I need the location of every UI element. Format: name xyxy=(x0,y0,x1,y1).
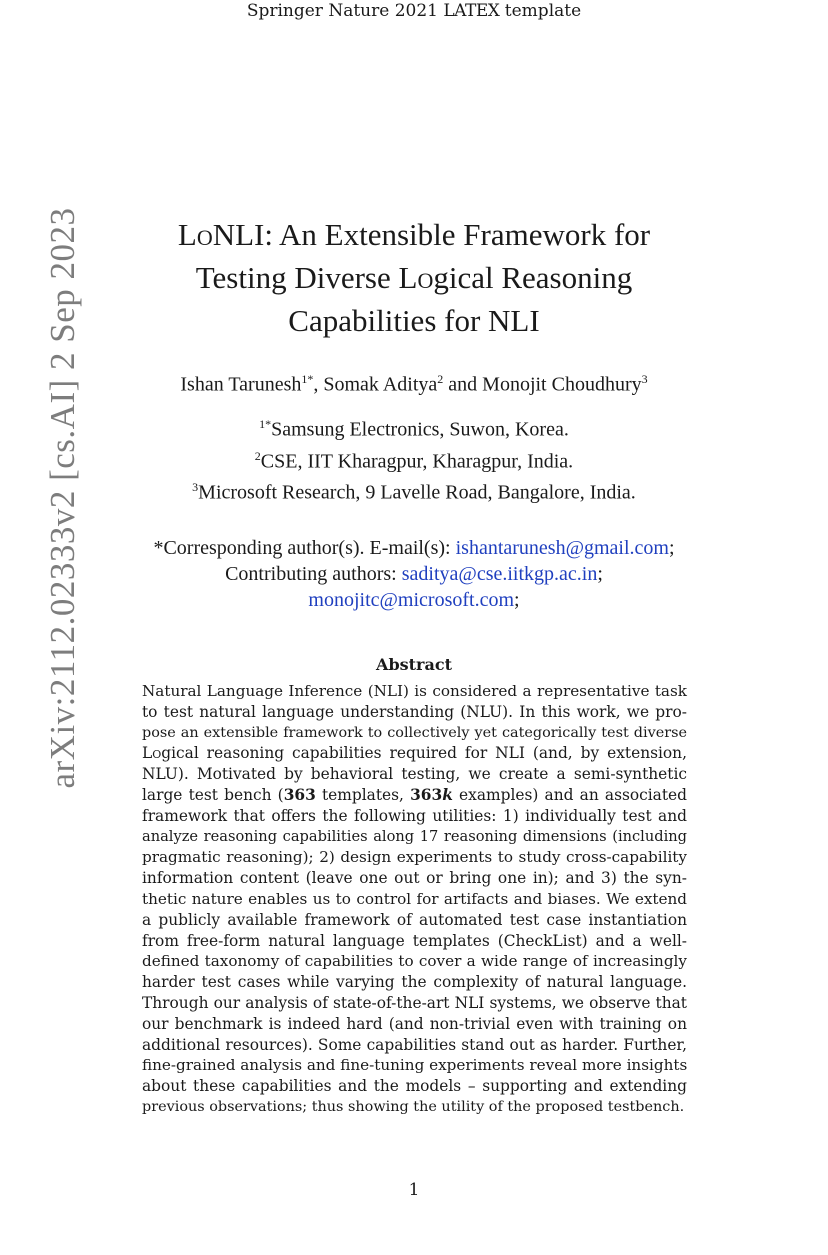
author-list: Ishan Tarunesh$^{1*}$, Somak Aditya$^2$ and Monojit Choudhury$^3$ xyxy=(180,372,648,396)
title-line-3: Capabilities for NLI xyxy=(288,303,540,338)
header-text-end: template xyxy=(499,1,582,21)
latex-logo: LATEX xyxy=(443,1,500,21)
abstract-line: previous observations; thus showing the utility of the proposed testbench. xyxy=(142,1098,685,1115)
abstract-body xyxy=(142,681,687,1118)
affiliations xyxy=(100,411,728,506)
paper-title xyxy=(100,213,728,342)
arxiv-identifier[interactable]: arXiv:2112.02333v2 [cs.AI] 2 Sep 2023 xyxy=(43,207,82,789)
author-name: Somak Aditya xyxy=(323,373,438,396)
title-line-1: LoNLI: An Extensible Framework for xyxy=(177,217,651,252)
page-number: 1 xyxy=(408,1180,420,1200)
affiliation: $^{1*}$Samsung Electronics, Suwon, Korea. xyxy=(259,417,569,441)
abstract-line: framework that offers the following utilities: 1) individually test and xyxy=(142,806,687,825)
author-contacts: *Corresponding author(s). E-mail(s): ishantarunesh@gmail.com; Contributing authors: saditya@cse.iitkgp.ac.in; monojitc@microsoft.com; xyxy=(153,537,675,611)
abstract-line: thetic nature enables us to control for artifacts and biases. We extend xyxy=(142,889,687,908)
abstract-line: fine-grained analysis and fine-tuning experiments reveal more insights xyxy=(142,1056,688,1075)
author-name: Monojit Choudhury xyxy=(482,373,642,396)
abstract-line: NLU). Motivated by behavioral testing, we create a semi-synthetic xyxy=(142,765,687,784)
affiliation: $^2$CSE, IIT Kharagpur, Kharagpur, India. xyxy=(254,448,574,473)
abstract-line: our benchmark is indeed hard (and non-trivial even with training on xyxy=(142,1014,687,1033)
abstract-line: large test bench (363 templates, 363k examples) and an associated xyxy=(142,785,687,804)
email-link[interactable]: saditya@cse.iitkgp.ac.in xyxy=(401,563,598,585)
abstract-line: about these capabilities and the models – supporting and extending xyxy=(142,1077,687,1096)
abstract-heading: Abstract xyxy=(376,655,452,674)
abstract-line: Logical reasoning capabilities required for NLI (and, by extension, xyxy=(142,744,687,763)
title-line-2: Testing Diverse Logical Reasoning xyxy=(195,260,633,295)
abstract-line: Through our analysis of state-of-the-art NLI systems, we observe that xyxy=(142,993,687,1012)
abstract-line: pragmatic reasoning); 2) design experiments to study cross-capability xyxy=(142,848,687,867)
author-name: Ishan Tarunesh xyxy=(180,373,302,396)
abstract-line: information content (leave one out or bring one in); and 3) the syn- xyxy=(142,869,687,888)
abstract-line: analyze reasoning capabilities along 17 reasoning dimensions (including xyxy=(142,827,687,845)
abstract-line: additional resources). Some capabilities stand out as harder. Further, xyxy=(142,1035,687,1054)
abstract-line: a publicly available framework of automated test case instantiation xyxy=(142,910,687,929)
abstract-line: defined taxonomy of capabilities to cover a wide range of increasingly xyxy=(142,952,687,971)
running-header xyxy=(0,1,828,21)
email-link[interactable]: monojitc@microsoft.com xyxy=(308,589,515,611)
header-text: Springer Nature 2021 xyxy=(246,1,444,21)
abstract-line: harder test cases while varying the complexity of natural language. xyxy=(142,973,687,992)
email-link[interactable]: ishantarunesh@gmail.com xyxy=(455,537,669,559)
abstract-line: to test natural language understanding (NLU). In this work, we pro- xyxy=(142,702,687,721)
abstract-line: pose an extensible framework to collectively yet categorically test diverse xyxy=(142,724,687,741)
abstract-line: from free-form natural language templates (CheckList) and a well- xyxy=(142,931,687,950)
affiliation: $^3$Microsoft Research, 9 Lavelle Road, Bangalore, India. xyxy=(192,480,636,504)
abstract-line: Natural Language Inference (NLI) is considered a representative task xyxy=(142,682,687,700)
